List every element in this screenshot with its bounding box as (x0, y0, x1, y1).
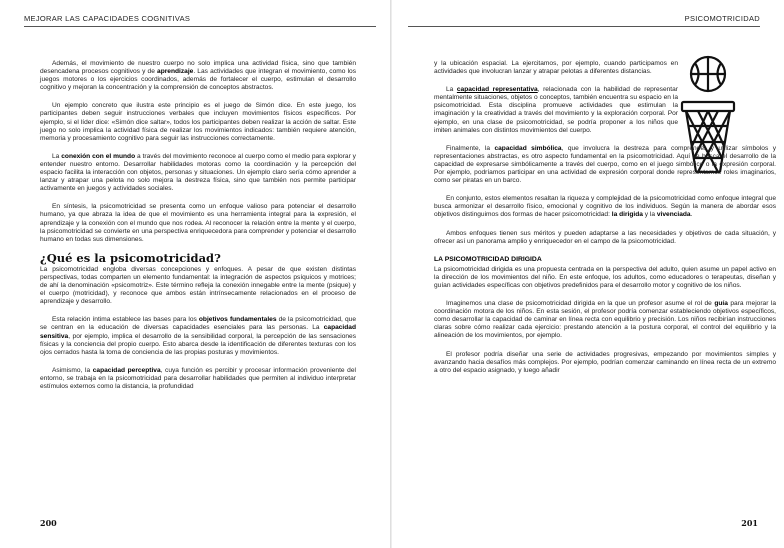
paragraph: Además, el movimiento de nuestro cuerpo no solo implica una actividad física, sino que también desencadena procesos cognitivos y de aprendizaje. Las actividades que integran el movimiento, como los juegos motores o los ejercicios coordinados, además de fortalecer el cuerpo, estimulan el desarrollo cognitivo y mejoran la concentración y la comprensión de conceptos abstractos. (40, 60, 356, 92)
right-body-text (434, 60, 777, 385)
paragraph: Esta relación íntima establece las bases para los objetivos fundamentales de la psicomotricidad, que se centran en la educación de diversas capacidades esenciales para las personas. La capacidad sensitiva, por ejemplo, implica el desarrollo de la sensibilidad corporal, la percepción de las sensaciones físicas y la conciencia del propio cuerpo. Esto abarca desde la identificación de diferentes texturas con los ojos cerrados hasta la toma de conciencia de las propias posturas y movimientos. (40, 316, 356, 356)
paragraph: Un ejemplo concreto que ilustra este principio es el juego de Simón dice. En este juego, los participantes deben seguir instrucciones verbales que incluyen movimientos físicos específicos. Por ejemplo, si el líder dice: «Simón dice saltar», todos los participantes deben realizar la acción de saltar. Este juego no solo implica la actividad física de realizar los movimientos indicados: también requiere atención, memoria y procesamiento cognitivo para seguir las instrucciones correctamente. (40, 102, 356, 142)
paragraph: La capacidad representativa, relacionada con la habilidad de representar mentalmente situaciones, objetos o conceptos, también encuentra su espacio en la psicomotricidad. Esta disciplina promueve actividades que estimulan la imaginación y la creatividad a través del movimiento y la exploración corporal. Por ejemplo, en una clase de psicomotricidad, se podría proponer a los niños que imiten animales con distintos movimientos del cuerpo. (434, 86, 678, 134)
paragraph: Asimismo, la capacidad perceptiva, cuya función es percibir y procesar información proveniente del entorno, se trabaja en la psicomotricidad para desarrollar habilidades que permiten al individuo interpretar estímulos externos como la distancia, la profundidad (40, 366, 356, 390)
section-heading: ¿Qué es la psicomotricidad? (40, 250, 221, 265)
page-number: 201 (741, 518, 758, 528)
paragraph: Imaginemos una clase de psicomotricidad dirigida en la que un profesor asume el rol de guía para mejorar la coordinación motora de los niños. En esta sesión, el profesor podría comenzar estableciendo objetivos específicos, como desarrollar la capacidad de caminar en línea recta con equilibrio y precisión. Los niños recibirían instrucciones claras sobre cómo realizar cada ejercicio: prestando atención a la postura corporal, el control del equilibrio y la alineación de los movimientos, por ejemplo. (434, 300, 777, 340)
paragraph: La psicomotricidad engloba diversas concepciones y enfoques. A pesar de que existen distintas perspectivas, todas comparten un elemento fundamental: la integración de aspectos psíquicos y motrices; de ahí la denominación «psicomotriz». Este término refleja la conexión innegable entre la mente (psique) y el cuerpo (motricidad), y reconoce que ambos están intrínsecamente relacionados en el proceso de aprendizaje y desarrollo. (40, 265, 356, 306)
wide-column (434, 145, 776, 375)
paragraph: El profesor podría diseñar una serie de actividades progresivas, empezando por movimientos simples y avanzando hacia desafíos más complejos. Por ejemplo, podrían comenzar caminando en línea recta de un extremo a otro del espacio asignado, y luego añadir (434, 350, 776, 374)
header-rule (24, 26, 376, 27)
running-head: PSICOMOTRICIDAD (684, 14, 760, 23)
paragraph: Ambos enfoques tienen sus méritos y pueden adaptarse a las necesidades y objetivos de cada situación, y ofrecer así un panorama amplio y enriquecedor en el campo de la psicomotricidad. (434, 229, 776, 245)
paragraph: La psicomotricidad dirigida es una propuesta centrada en la perspectiva del adulto, quien asume un papel activo en la dirección de los movimientos del niño. En este enfoque, los adultos, como educadores o terapeutas, diseñan y guían actividades específicas con objetivos predefinidos para el desarrollo motor y cognitivo de los niños. (434, 265, 776, 289)
right-page (392, 0, 784, 548)
paragraph: En síntesis, la psicomotricidad se presenta como un enfoque valioso para potenciar el desarrollo humano, ya que abraza la idea de que el movimiento es una herramienta integral para la expresión, el aprendizaje y la conexión con el mundo que nos rodea. Al reconocer la relación entre la mente y el cuerpo, la psicomotricidad se convierte en una perspectiva enriquecedora para comprender y potenciar el desarrollo humano en todas sus dimensiones. (40, 203, 356, 243)
paragraph: La conexión con el mundo a través del movimiento reconoce al cuerpo como el medio para explorar y entender nuestro entorno. Desarrollar habilidades motoras como la coordinación y la percepción del espacio facilita la interacción con objetos, personas y situaciones. Un ejemplo claro sería cómo aprender a lanzar y atrapar una pelota no solo mejora la destreza física, sino que también nos permite participar activamente en juegos y actividades sociales. (40, 152, 356, 193)
paragraph: En conjunto, estos elementos resaltan la riqueza y complejidad de la psicomotricidad como enfoque integral que busca armonizar el desarrollo físico, emocional y cognitivo de los individuos. Según la manera de abordar esos objetivos distinguimos dos formas de hacer psicomotricidad: la dirigida y la vivenciada. (434, 195, 776, 219)
paragraph: Finalmente, la capacidad simbólica, que involucra la destreza para comprender y utilizar símbolos y representaciones abstractas, es otro aspecto fundamental en la psicomotricidad. Aquí se busca el desarrollo de la capacidad de expresarse simbólicamente a través del cuerpo, como en el juego simbólico o la expresión corporal. Por ejemplo, podríamos participar en una actividad de expresión corporal donde representamos roles imaginarios, como ser piratas en un barco. (434, 144, 776, 185)
header-rule (408, 26, 760, 27)
running-head: MEJORAR LAS CAPACIDADES COGNITIVAS (24, 14, 191, 23)
left-body-text (40, 60, 356, 401)
paragraph: y la ubicación espacial. La ejercitamos, por ejemplo, cuando participamos en actividades que involucran lanzar y atrapar pelotas a diferentes distancias. (434, 60, 678, 76)
subsection-heading: LA PSICOMOTRICIDAD DIRIGIDA (434, 255, 542, 263)
page-number: 200 (40, 518, 57, 528)
